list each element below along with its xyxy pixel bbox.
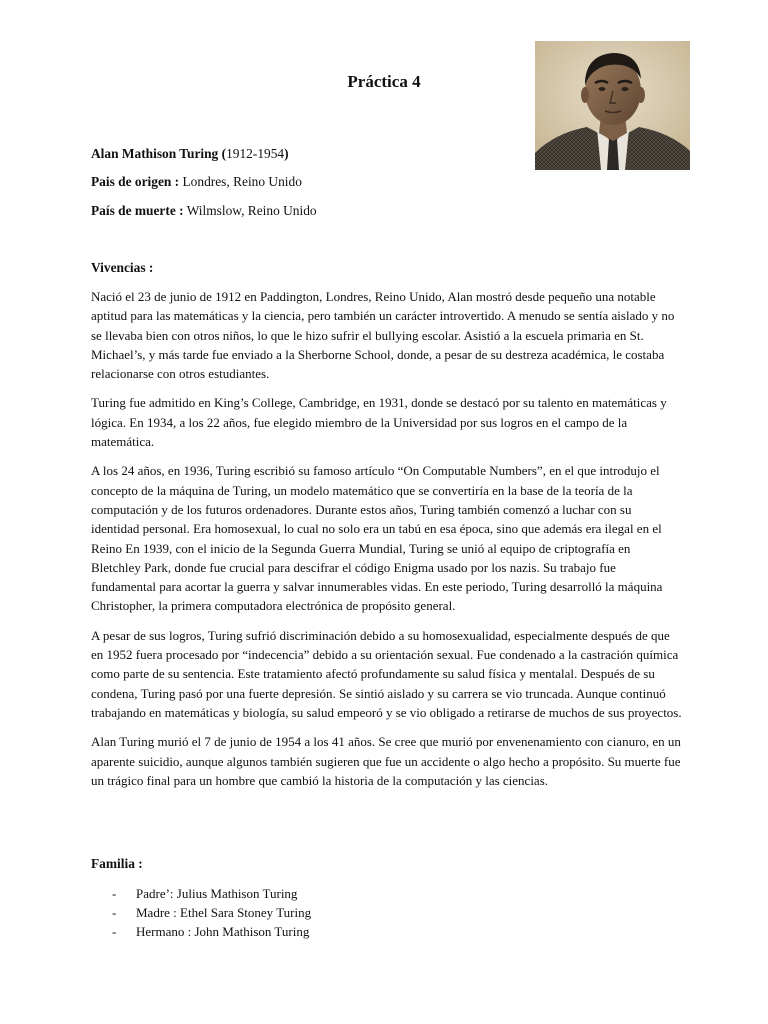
name-close: ) xyxy=(284,146,289,161)
name-years: 1912-1954 xyxy=(226,146,285,161)
list-dash: - xyxy=(112,886,117,901)
family-member: Hermano : John Mathison Turing xyxy=(136,924,310,940)
family-member: Padre’: Julius Mathison Turing xyxy=(136,886,298,901)
family-member: Madre : Ethel Sara Stoney Turing xyxy=(136,905,312,921)
family-list xyxy=(112,884,311,942)
paragraph: Turing fue admitido en King’s College, Cambridge, en 1931, donde se destacó por su talento en matemáticas y lógica. En 1934, a los 22 años, fue elegido miembro de la Universidad por sus logros en el campo de la matemática. xyxy=(91,395,667,450)
vivencias-heading: Vivencias : xyxy=(91,260,154,275)
list-dash: - xyxy=(112,924,117,940)
paragraph: A los 24 años, en 1936, Turing escribió su famoso artículo “On Computable Numbers”, en el que introdujo el concepto de la máquina de Turing, un modelo matemático que se convertiría en la base de la teoría de la computación y de los futuros ordenadores. Durante estos años, Turing también comenzó a luchar con su identidad personal. Era homosexual, lo cual no solo era un tabú en esa época, sino que además era ilegal en el Reino En 1939, con el inicio de la Segunda Guerra Mundial, Turing se unió al equipo de criptografía en Bletchley Park, donde fue crucial para descifrar el código Enigma usado por los nazis. Su trabajo fue fundamental para acortar la guerra y salvar innumerables vidas. En este periodo, Turing desarrolló la máquina Christopher, la primera computadora electrónica de propósito general. xyxy=(91,463,663,614)
paragraph: Alan Turing murió el 7 de junio de 1954 a los 41 años. Se cree que murió por envenenamiento con cianuro, en un aparente suicidio, aunque algunos también sugieren que fue un accidente o algo hecho a propósito. Su muerte fue un trágico final para un hombre que cambió la historia de la computación y las ciencias. xyxy=(91,734,681,788)
death-line xyxy=(91,202,317,220)
familia-heading: Familia : xyxy=(91,856,143,871)
death-label: País de muerte : xyxy=(91,203,184,218)
list-item xyxy=(112,922,311,941)
name-label: Alan Mathison Turing ( xyxy=(91,146,227,161)
portrait-photo xyxy=(535,41,690,170)
page-title: Práctica 4 xyxy=(347,72,421,91)
list-dash: - xyxy=(112,905,117,921)
paragraph: A pesar de sus logros, Turing sufrió discriminación debido a su homosexualidad, especialmente después de que en 1952 fuera procesado por “indecencia” debido a su orientación sexual. Fue condenado a la castración química como parte de su sentencia. Este tratamiento afectó profundamente su salud física y mentalal. Después de su condena, Turing pasó por una fuerte depresión. Se sintió aislado y su carrera se vio truncada. Aunque continuó trabajando en matemáticas y biología, su salud empeoró y se vio obligado a retirarse de muchos de sus proyectos. xyxy=(91,627,682,720)
list-item xyxy=(112,903,311,922)
death-value: Wilmslow, Reino Unido xyxy=(183,203,317,218)
list-item xyxy=(112,884,311,903)
name-line xyxy=(91,145,289,163)
vivencias-body xyxy=(91,287,683,800)
paragraph: Nació el 23 de junio de 1912 en Paddington, Londres, Reino Unido, Alan mostró desde pequeño una notable aptitud para las matemáticas y la ciencia, pero también un carácter introvertido. A menudo se sentía aislado y no se llevaba bien con otros niños, lo que le hizo sufrir el bullying escolar. Asistió a la escuela primaria en St. Michael’s, y más tarde fue enviado a la Sherborne School, donde, a pesar de su destreza académica, le costaba relacionarse con otros estudiantes. xyxy=(91,289,675,382)
origin-line xyxy=(91,173,302,191)
origin-label: Pais de origen : xyxy=(91,174,180,189)
origin-value: Londres, Reino Unido xyxy=(179,174,302,189)
